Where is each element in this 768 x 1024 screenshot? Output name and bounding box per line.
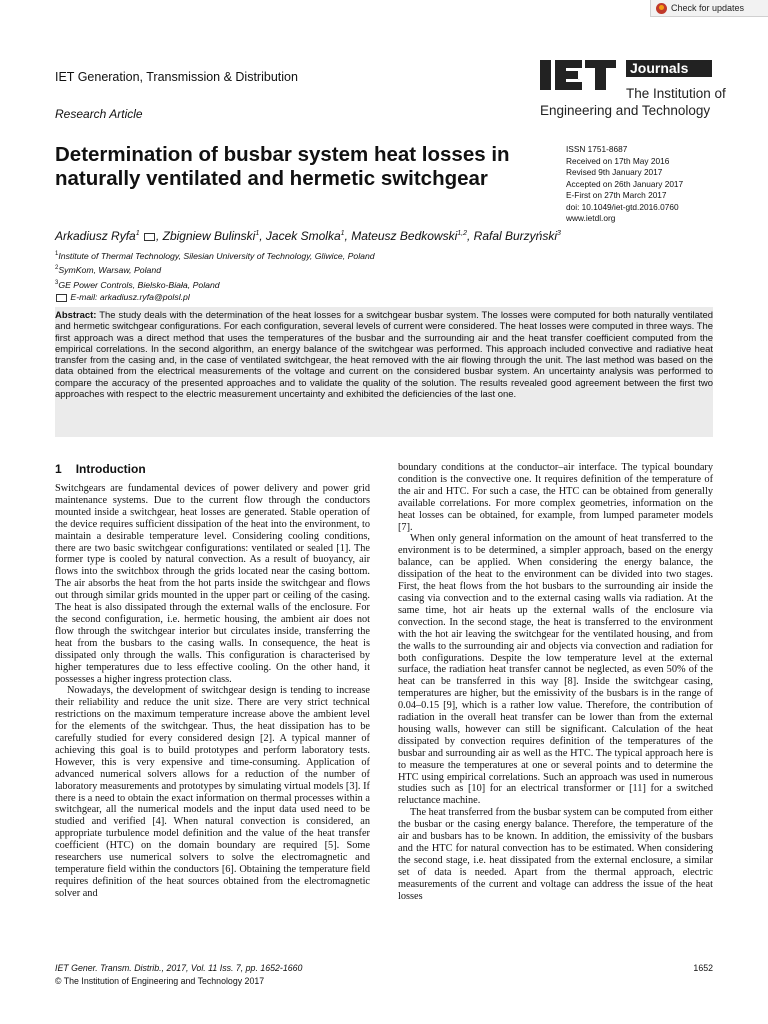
institution-line-2: Engineering and Technology <box>540 103 711 118</box>
author-affiliation-mark: 3 <box>557 230 561 237</box>
body-column-right <box>398 462 713 903</box>
crossmark-icon <box>656 3 667 14</box>
author-name: Arkadiusz Ryfa <box>55 229 136 243</box>
paragraph: Nowadays, the development of switchgear design is tending to increase their reliability and reduce the unit size. There are very strict technical restrictions on the maximum temperature increase above the ambient level for the elements of the switchgear. Thus, the heat dissipation has to be carefully studied for every considered design [2]. A typical manner of achieving this goal is to build prototypes and perform laboratory tests. However, this is very expensive and time-consuming. Application of advanced numerical solvers allows for a reduction of the number of laboratory measurements and prototypes by simulating virtual models [3]. If there is a need to obtain the exact information on thermal processes within a switchgear, all the numerical models and the input data used need to be studied and verified [4]. When natural convection is considered, an appropriate turbulence model definition and the value of the heat transfer coefficient (HTC) on the domain boundary are required [5]. Some researchers use numerical solvers to solve the electromagnetic and temperature field within the conductors [6]. Obtaining the temperature field requires definition of the heat sources obtained from the electromagnetic solver and <box>55 685 370 899</box>
affiliation-number: 2 <box>55 265 59 272</box>
affiliation-number: 3 <box>55 279 59 286</box>
publication-info <box>566 144 683 225</box>
envelope-icon <box>144 233 155 241</box>
corresponding-email[interactable] <box>55 291 375 304</box>
abstract-label: Abstract: <box>55 310 97 321</box>
efirst-date: E-First on 27th March 2017 <box>566 190 667 200</box>
page-number: 1652 <box>693 963 713 973</box>
website[interactable]: www.ietdl.org <box>566 213 616 223</box>
envelope-icon <box>56 294 67 302</box>
doi[interactable]: doi: 10.1049/iet-gtd.2016.0760 <box>566 201 679 212</box>
body-column-left <box>55 462 370 900</box>
abstract <box>55 310 713 400</box>
author-name: Rafal Burzyński <box>473 229 558 243</box>
affiliation-text: SymKom, Warsaw, Poland <box>58 265 162 276</box>
author-affiliation-mark: 1 <box>135 230 140 237</box>
author-affiliation-mark: 1,2 <box>457 230 467 237</box>
journals-label: Journals <box>626 60 712 77</box>
author-affiliation-mark: 1 <box>340 230 345 237</box>
section-heading <box>55 462 370 477</box>
check-for-updates-button[interactable] <box>650 0 768 17</box>
check-for-updates-label: Check for updates <box>671 3 745 13</box>
institution-line-1: The Institution of <box>626 86 726 101</box>
received-date: Received on 17th May 2016 <box>566 155 670 166</box>
footer-copyright: © The Institution of Engineering and Technology 2017 <box>55 976 265 986</box>
iet-logo <box>540 57 726 122</box>
paragraph: Switchgears are fundamental devices of power delivery and power grid maintenance systems. Due to the current flow through the conductors mounted inside a switchgear, heat losses are generated. Stable operation of the device requires sufficient dissipation of the heat into the environment, to maintain a desirable temperature level. Considering cooling conditions, there are two basic switchgear configurations: ventilated or sealed [1]. The former type is cooled by natural convection. As a result of buoyancy, air flows into the switchbox through the grids located near the casing bottom. The air absorbs the heat from the hot parts inside the switchgear and flows out through similar grids mounted in the upper part or ceiling of the casing. The heat is also dissipated through the external walls of the enclosure. For the second configuration, i.e. hermetic housing, the ambient air does not flow through the switchgear interior but circulates inside, transferring the heat from the busbars to the casing walls. In consequence, the heat is dissipated only through the walls. This configuration is characterised by higher temperatures due to less effective cooling. On the other hand, it possesses a higher ingress protection class. <box>55 483 370 685</box>
affiliation-text: Institute of Thermal Technology, Silesian University of Technology, Gliwice, Poland <box>58 250 375 261</box>
article-type: Research Article <box>55 107 143 121</box>
paragraph: boundary conditions at the conductor–air interface. The typical boundary condition is the convective one. It requires definition of the temperature of the air and HTC. For such a case, the HTC can be obtained from generally available correlations. For more complex geometries, information on the heat losses can be obtained, for example, from lumped parameter models [7]. <box>398 462 713 533</box>
accepted-date: Accepted on 26th January 2017 <box>566 178 684 189</box>
author-name: Jacek Smolka <box>265 229 341 243</box>
paragraph: The heat transferred from the busbar system can be computed from either the busbar or the casing energy balance. Therefore, the temperature of the air and busbars has to be known. In addition, the emissivity of the busbars and the HTC for natural convection has to be estimated. When considering the second stage, i.e. heat dissipated from the external enclosure, a similar set of data is needed. Apart from the thermal approach, electric measurements of the current and voltage can address the issue of the heat losses <box>398 807 713 902</box>
iet-logo-mark <box>540 60 616 90</box>
affiliations <box>55 248 375 304</box>
author-affiliation-mark: 1 <box>255 230 260 237</box>
author-name: Zbigniew Bulinski <box>162 229 256 243</box>
author-name: Mateusz Bedkowski <box>351 229 458 243</box>
section-number: 1 <box>55 462 62 476</box>
author-list: Arkadiusz Ryfa$^1$ , Zbigniew Bulinski$^1$, Jacek Smolka$^1$, Mateusz Bedkowski$^{1,2}$, Rafal Burzyński$^3$ <box>55 229 561 243</box>
abstract-text: The study deals with the determination of the heat losses for a switchgear busbar system. The losses were computed for both naturally ventilated and hermetic switchgear configurations. For each configuration, several levels of current were considered. The heat losses were computed in three ways. The first approach was a direct method that uses the temperatures of the busbar and the surrounding air and the heat transfer coefficient computed from the empirical correlations. In the second algorithm, an energy balance of the switchgear was performed. This approach included convective and radiative heat transfer from the casing and, in the case of ventilated switchgear, the heat removed with the air flowing through the unit. The last method was based on the data obtained from the electrical measurements of the voltage and current on the considered busbar system. An uncertainty analysis was performed to compare the accuracy of the presented approaches and to validate the quality of the solution. The results revealed good agreement between the first two approaches with respect to the electric measurement uncertainty and exhibited the deficiencies of the last one. <box>55 310 713 400</box>
iet-logo-text: IET <box>578 80 580 81</box>
affiliation-2 <box>55 262 375 276</box>
footer-citation: IET Gener. Transm. Distrib., 2017, Vol. 11 Iss. 7, pp. 1652-1660 <box>55 963 303 973</box>
paragraph: When only general information on the amount of heat transferred to the environment is to be determined, a simpler approach, based on the energy balance, can be applied. When considering the energy balance, the dissipation of the heat to the environment can be divided into two stages. First, the heat flows from the hot busbars to the surrounding air inside the casing via convection and to the external casing walls via radiation. At the same time, hot air heats up the external walls of the enclosure via convection. In the second stage, the heat is transferred to the environment with the hot air leaving the switchgear for the ventilated housing, and from the walls to the surrounding air and objects via convection and radiation for both configurations. Despite the low temperature level at the external surface, the radiation heat transfer cannot be neglected, as even 50% of the heat can be transferred in this way [8]. Inside the switchgear casing, temperatures are higher, but the emissivity of the busbars is in the range of 0.04–0.15 [9], which is a rather low value. Therefore, the contribution of radiation in the overall heat transfer can be lower than from the external housing walls, however can still be significant. Calculation of the heat dissipated by convection requires definition of the temperatures of the busbar and surrounding air as well as the HTC. The typical approach here is to measure the temperatures at one or several points and to determine the HTC using empirical correlations. Such an approach was used in numerous studies such as [10] for an electrical transformer or [11] for a switched reluctance machine. <box>398 533 713 807</box>
affiliation-3 <box>55 277 375 291</box>
issn: ISSN 1751-8687 <box>566 144 628 154</box>
email-text: E-mail: arkadiusz.ryfa@polsl.pl <box>70 292 190 303</box>
section-title: Introduction <box>75 462 146 476</box>
revised-date: Revised 9th January 2017 <box>566 167 663 177</box>
article-title: Determination of busbar system heat losses in naturally ventilated and hermetic switchgear <box>55 143 510 190</box>
affiliation-1 <box>55 248 375 262</box>
affiliation-text: GE Power Controls, Bielsko-Biała, Poland <box>58 279 220 290</box>
journal-name: IET Generation, Transmission & Distribution <box>55 70 298 84</box>
affiliation-number: 1 <box>55 251 59 257</box>
